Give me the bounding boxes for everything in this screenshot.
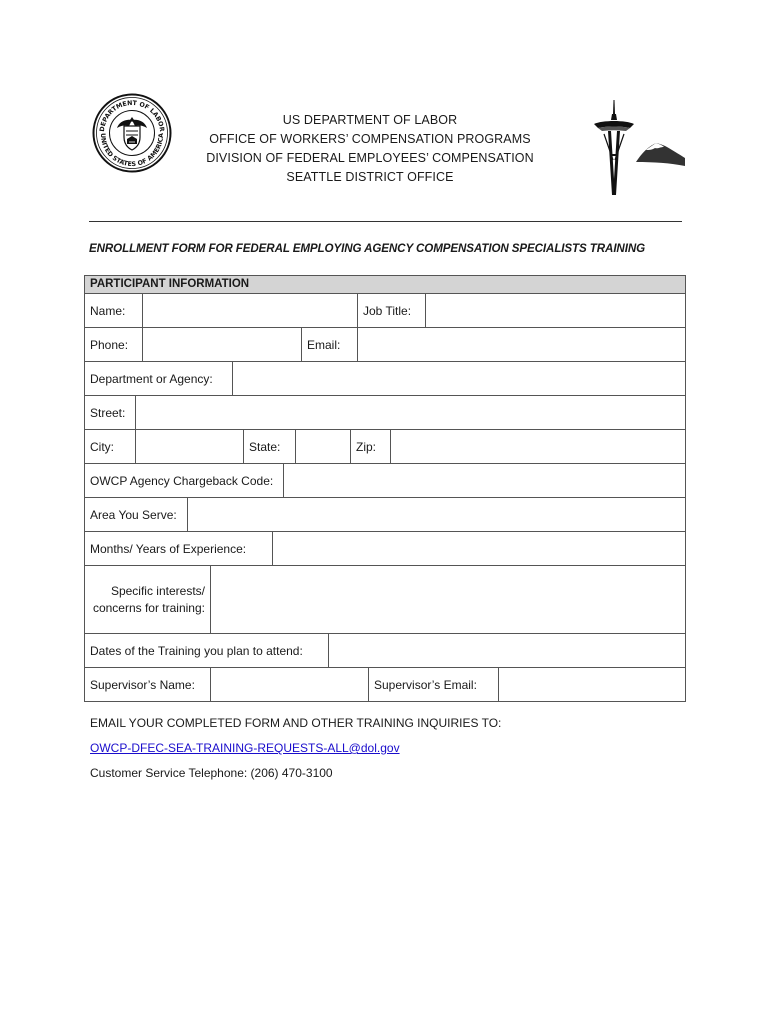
heading-line-3: DIVISION OF FEDERAL EMPLOYEES’ COMPENSATION <box>206 151 534 165</box>
supervisor-email-label: Supervisor’s Email: <box>369 668 499 701</box>
dates-row <box>85 634 685 668</box>
experience-row <box>85 532 685 566</box>
department-field[interactable] <box>233 362 685 395</box>
email-instruction: EMAIL YOUR COMPLETED FORM AND OTHER TRAINING INQUIRIES TO: <box>90 716 502 730</box>
supervisor-email-field[interactable] <box>499 668 685 701</box>
chargeback-label: OWCP Agency Chargeback Code: <box>85 464 284 497</box>
area-row <box>85 498 685 532</box>
supervisor-name-label: Supervisor’s Name: <box>85 668 211 701</box>
email-field[interactable] <box>358 328 685 361</box>
header-divider <box>89 221 682 222</box>
job-title-field[interactable] <box>426 294 685 327</box>
heading-line-1: US DEPARTMENT OF LABOR <box>282 113 458 127</box>
heading-line-2: OFFICE OF WORKERS’ COMPENSATION PROGRAMS <box>209 132 531 146</box>
name-field[interactable] <box>143 294 358 327</box>
space-needle-mount-rainier-icon <box>590 100 685 195</box>
state-label: State: <box>244 430 296 463</box>
city-state-zip-row <box>85 430 685 464</box>
email-label: Email: <box>302 328 358 361</box>
heading-line-4: SEATTLE DISTRICT OFFICE <box>286 170 454 184</box>
contact-email-link[interactable]: OWCP-DFEC-SEA-TRAINING-REQUESTS-ALL@dol.gov <box>90 741 400 755</box>
job-title-label: Job Title: <box>358 294 426 327</box>
customer-service-phone: Customer Service Telephone: (206) 470-3100 <box>90 766 333 780</box>
department-row <box>85 362 685 396</box>
interests-row <box>85 566 685 634</box>
dates-label: Dates of the Training you plan to attend: <box>85 634 329 667</box>
interests-label: Specific interests/ concerns for training: <box>85 566 211 633</box>
chargeback-field[interactable] <box>284 464 685 497</box>
zip-label: Zip: <box>351 430 391 463</box>
chargeback-row <box>85 464 685 498</box>
street-label: Street: <box>85 396 136 429</box>
agency-heading <box>185 111 555 187</box>
name-label: Name: <box>85 294 143 327</box>
street-field[interactable] <box>136 396 685 429</box>
area-label: Area You Serve: <box>85 498 188 531</box>
name-row <box>85 294 685 328</box>
supervisor-row <box>85 668 685 701</box>
section-header: PARTICIPANT INFORMATION <box>85 276 685 294</box>
participant-information-table <box>84 275 686 702</box>
state-field[interactable] <box>296 430 351 463</box>
supervisor-name-field[interactable] <box>211 668 369 701</box>
department-label: Department or Agency: <box>85 362 233 395</box>
phone-label: Phone: <box>85 328 143 361</box>
zip-field[interactable] <box>391 430 685 463</box>
city-field[interactable] <box>136 430 244 463</box>
department-of-labor-seal-icon <box>92 93 172 173</box>
area-field[interactable] <box>188 498 685 531</box>
phone-row <box>85 328 685 362</box>
experience-field[interactable] <box>273 532 685 565</box>
form-title: ENROLLMENT FORM FOR FEDERAL EMPLOYING AGENCY COMPENSATION SPECIALISTS TRAINING <box>89 242 646 255</box>
dates-field[interactable] <box>329 634 685 667</box>
svg-text:DEPARTMENT OF LABOR: DEPARTMENT OF LABOR <box>98 99 166 133</box>
phone-field[interactable] <box>143 328 302 361</box>
svg-text:UNITED STATES OF AMERICA: UNITED STATES OF AMERICA <box>98 133 166 169</box>
interests-field[interactable] <box>211 566 685 633</box>
experience-label: Months/ Years of Experience: <box>85 532 273 565</box>
city-label: City: <box>85 430 136 463</box>
street-row <box>85 396 685 430</box>
